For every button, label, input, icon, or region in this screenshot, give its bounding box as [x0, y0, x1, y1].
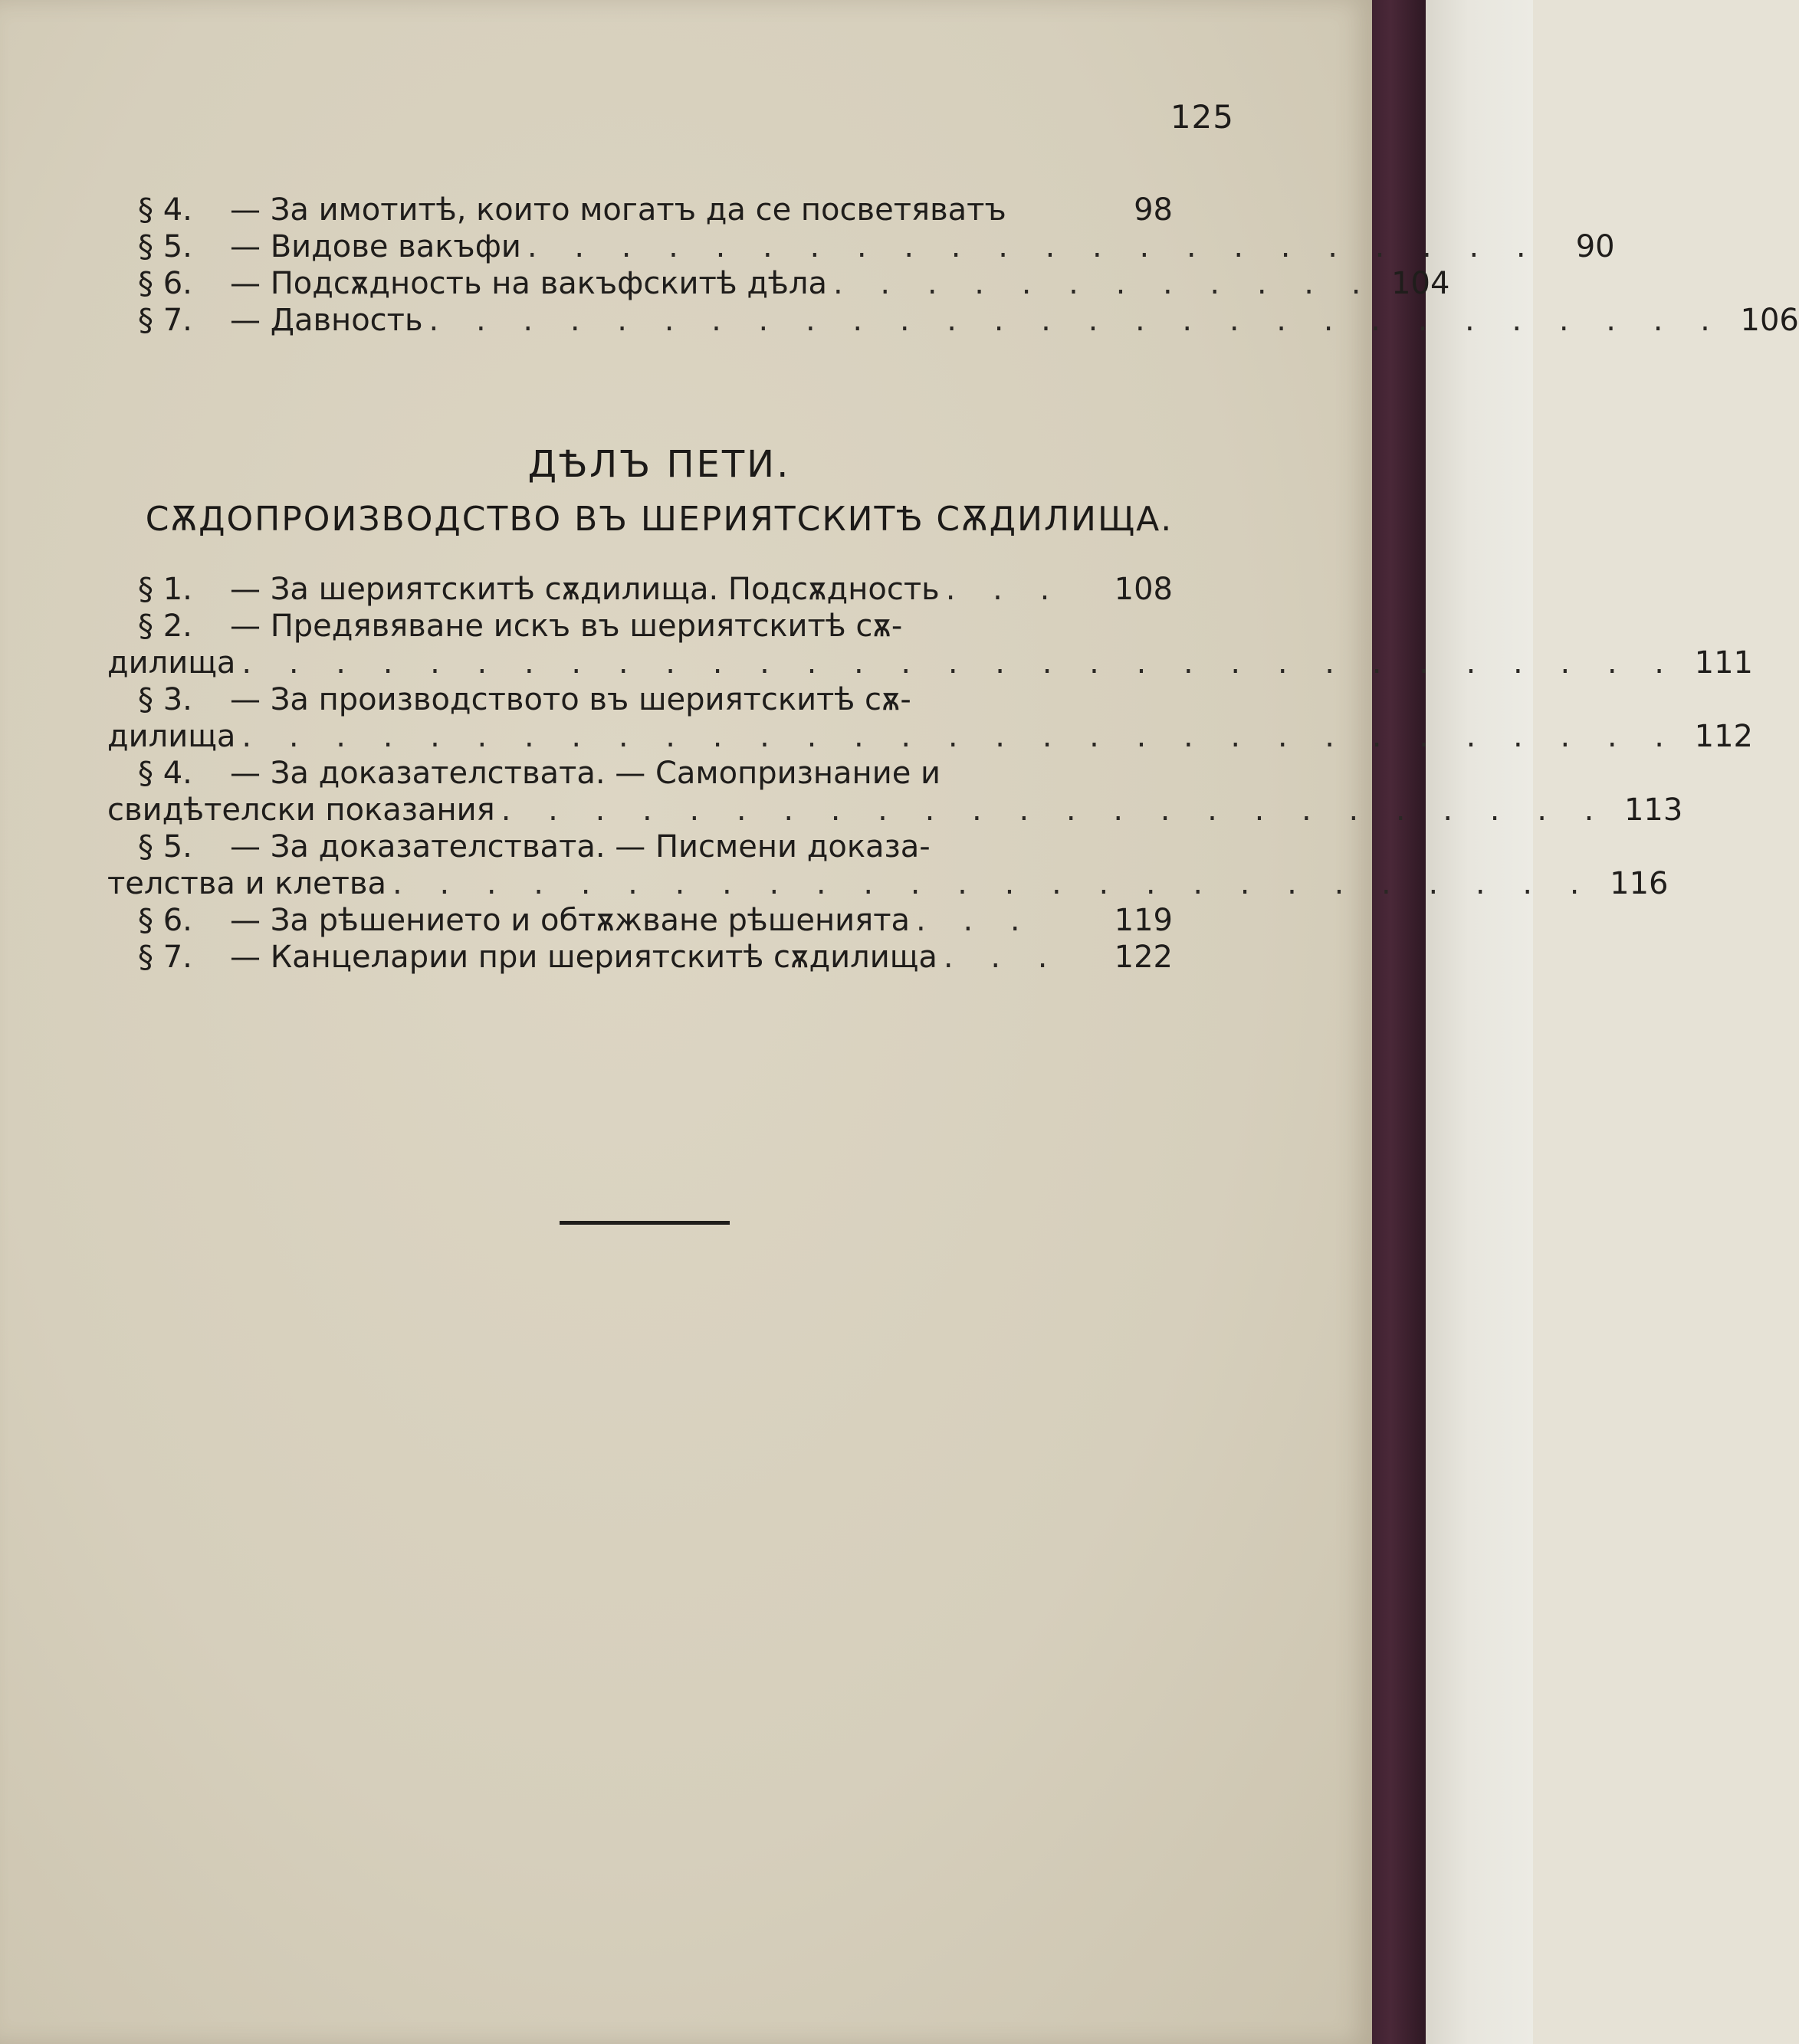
toc-leader: . . . . . . . . . . . . . . . . . . . . . . . . . . . . — [428, 303, 1724, 338]
toc-entry-continuation[interactable] — [107, 865, 1669, 902]
toc-entry-title-cont: дилища — [107, 645, 236, 681]
toc-entry-title: — Подсѫдность на вакъфскитѣ дѣла — [230, 266, 827, 301]
toc-section-number: § 7. — [138, 303, 192, 338]
toc-page-number: 112 — [1694, 719, 1754, 754]
toc-section-number: § 1. — [138, 572, 192, 607]
toc-entry-line[interactable] — [138, 828, 1173, 865]
toc-entry-title: — Давность — [230, 303, 423, 338]
part-subtitle: СѪДОПРОИЗВОДСТВО ВЪ ШЕРИЯТСКИТѢ СѪДИЛИЩА. — [145, 500, 1174, 539]
toc-section-number: § 7. — [138, 940, 192, 975]
toc-page-number: 106 — [1740, 303, 1799, 338]
toc-entry-title: — Видове вакъфи — [230, 229, 521, 264]
toc-entry-title: — За имотитѣ, които могатъ да се посветяватъ — [230, 192, 1006, 228]
toc-page-number: 113 — [1623, 792, 1683, 828]
toc-leader: . . . . . . . . . . . . . . . . . . . . . . . . — [501, 792, 1608, 828]
toc-page-number: 122 — [1114, 940, 1173, 975]
toc-entry-continuation[interactable] — [107, 718, 1754, 755]
toc-page-number: 108 — [1114, 572, 1173, 607]
toc-leader: . . . — [916, 903, 1034, 938]
toc-entry-continuation[interactable] — [107, 792, 1683, 828]
page-number: 125 — [1170, 98, 1234, 136]
toc-section-number: § 4. — [138, 756, 192, 791]
toc-section-number: § 6. — [138, 903, 192, 938]
toc-entry-title: — За доказателствата. — Писмени доказа- — [230, 829, 931, 865]
toc-section-number: § 5. — [138, 829, 192, 865]
toc-entry-title: — Предявяване искъ въ шериятскитѣ сѫ- — [230, 609, 903, 644]
toc-leader: . . . . . . . . . . . . . . . . . . . . . . . . . . . . . . . — [241, 645, 1679, 681]
toc-entry-title: — За рѣшението и обтѫжване рѣшенията — [230, 903, 911, 938]
toc-entry-title: — За доказателствата. — Самопризнание и — [230, 756, 941, 791]
toc-page-number: 119 — [1114, 903, 1173, 938]
toc-entry[interactable] — [138, 192, 1173, 228]
toc-entry[interactable] — [138, 302, 1799, 339]
toc-entry-line[interactable] — [138, 755, 1173, 792]
toc-entry-title: — Канцеларии при шериятскитѣ сѫдилища — [230, 940, 937, 975]
toc-section-number: § 2. — [138, 609, 192, 644]
toc-section-number: § 6. — [138, 266, 192, 301]
toc-entry-title-cont: телства и клетва — [107, 866, 387, 901]
toc-section-number: § 4. — [138, 192, 192, 228]
toc-entry-continuation[interactable] — [107, 645, 1754, 681]
toc-entry[interactable] — [138, 571, 1173, 608]
toc-entry-title-cont: свидѣтелски показания — [107, 792, 495, 828]
closing-rule — [560, 1221, 730, 1225]
toc-entry-line[interactable] — [138, 681, 1173, 718]
toc-page-number: 98 — [1134, 192, 1173, 228]
toc-page-number: 111 — [1694, 645, 1754, 681]
toc-page-number: 90 — [1575, 229, 1615, 264]
toc-section-a — [138, 192, 1799, 339]
toc-leader: . . . . . . . . . . . . — [832, 266, 1375, 301]
toc-entry-title: — За шериятскитѣ сѫдилища. Подсѫдность — [230, 572, 940, 607]
toc-entry[interactable] — [138, 939, 1173, 976]
toc-leader: . . . . . . . . . . . . . . . . . . . . . . . . . . . . . . . — [241, 719, 1679, 754]
toc-entry-title-cont: дилища — [107, 719, 236, 754]
toc-entry[interactable] — [138, 265, 1450, 302]
toc-leader: . . . — [943, 940, 1062, 975]
toc-leader: . . . — [945, 572, 1064, 607]
toc-entry-title: — За производството въ шериятскитѣ сѫ- — [230, 682, 911, 717]
toc-section-number: § 5. — [138, 229, 192, 264]
toc-leader: . . . . . . . . . . . . . . . . . . . . . . . . . . — [392, 866, 1594, 901]
toc-entry[interactable] — [138, 228, 1615, 265]
toc-page-number: 116 — [1610, 866, 1669, 901]
toc-section-number: § 3. — [138, 682, 192, 717]
toc-entry[interactable] — [138, 902, 1173, 939]
toc-leader: . . . . . . . . . . . . . . . . . . . . . . — [527, 229, 1540, 264]
part-title: ДѢЛЪ ПЕТИ. — [527, 443, 791, 486]
toc-page-number: 104 — [1391, 266, 1450, 301]
toc-entry-line[interactable] — [138, 608, 1173, 645]
toc-section-b — [107, 571, 1754, 976]
